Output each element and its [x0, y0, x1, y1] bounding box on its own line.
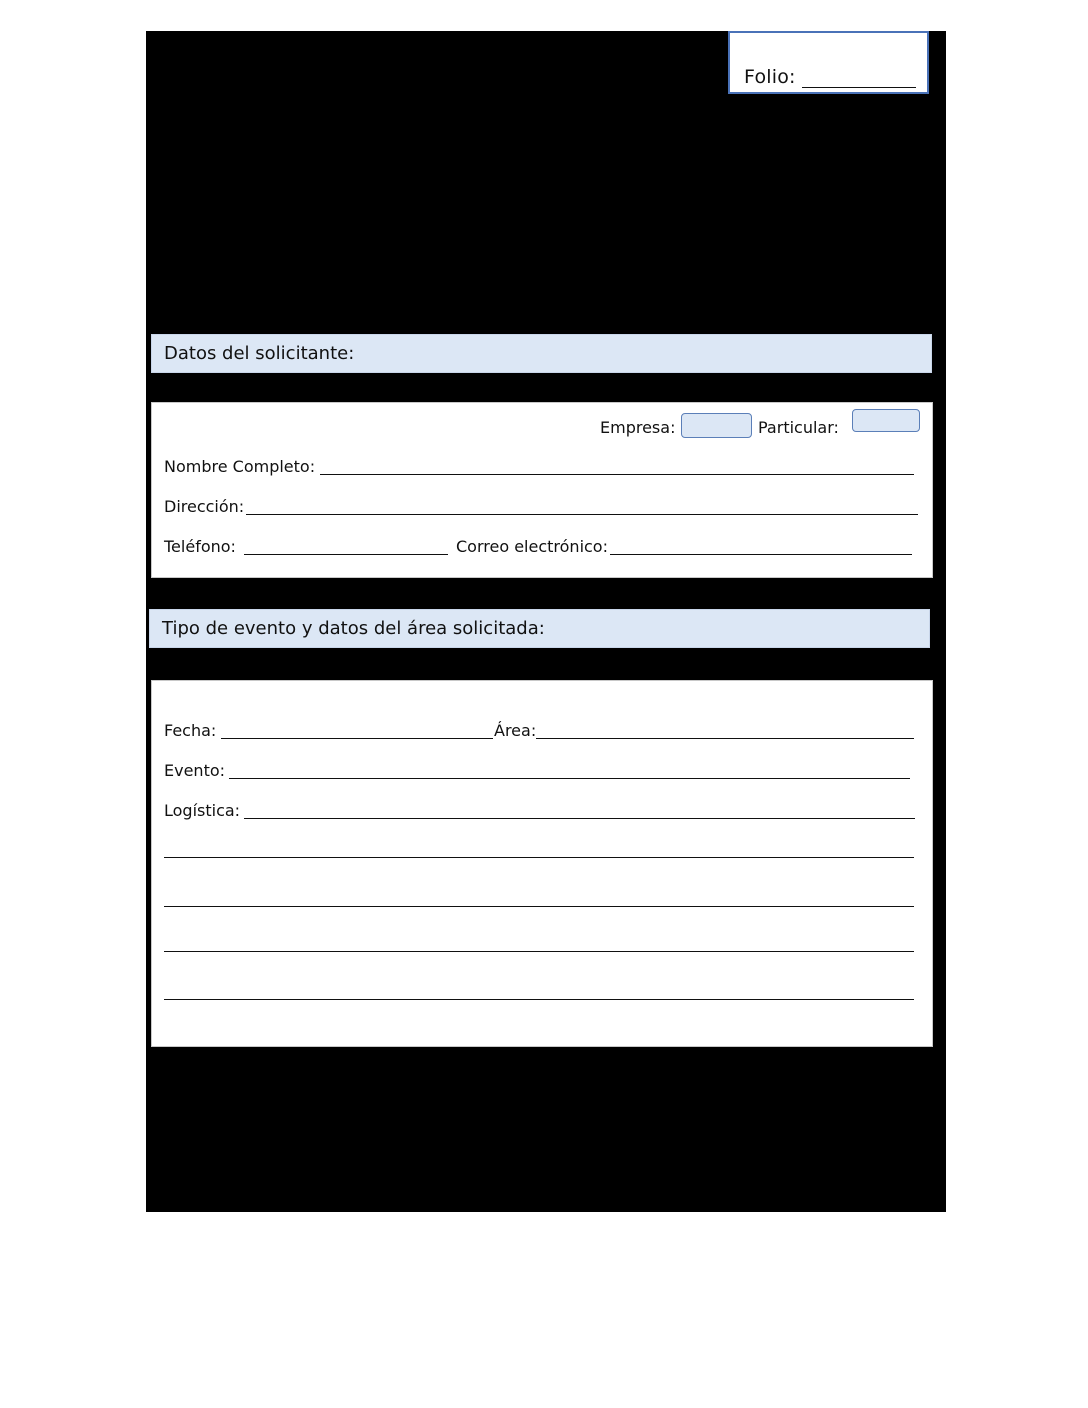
logistica-line-4[interactable]: [164, 951, 914, 952]
logistica-field[interactable]: [244, 818, 915, 819]
fecha-field[interactable]: [221, 738, 493, 739]
correo-label: Correo electrónico:: [456, 537, 608, 556]
logistica-line-5[interactable]: [164, 999, 914, 1000]
empresa-label: Empresa:: [600, 418, 676, 437]
direccion-label: Dirección:: [164, 497, 245, 516]
folio-box: [728, 31, 929, 94]
particular-checkbox[interactable]: [852, 409, 920, 432]
logistica-line-3[interactable]: [164, 906, 914, 907]
logistica-label: Logística:: [164, 801, 241, 820]
telefono-field[interactable]: [244, 554, 448, 555]
folio-field[interactable]: [802, 87, 916, 88]
particular-label: Particular:: [758, 418, 839, 437]
section-title-solicitante: Datos del solicitante:: [164, 343, 355, 364]
folio-label: Folio:: [744, 66, 796, 88]
direccion-field[interactable]: [246, 514, 918, 515]
correo-field[interactable]: [610, 554, 912, 555]
area-label: Área:: [494, 721, 537, 740]
evento-field[interactable]: [229, 778, 910, 779]
fecha-label: Fecha:: [164, 721, 217, 740]
telefono-label: Teléfono:: [164, 537, 236, 556]
area-field[interactable]: [536, 738, 914, 739]
section-header-solicitante: [151, 334, 932, 373]
logistica-line-2[interactable]: [164, 857, 914, 858]
section-header-evento: [149, 609, 930, 648]
section-title-evento: Tipo de evento y datos del área solicitada:: [162, 618, 545, 639]
evento-panel: [151, 680, 933, 1047]
evento-label: Evento:: [164, 761, 226, 780]
nombre-field[interactable]: [320, 474, 914, 475]
empresa-checkbox[interactable]: [681, 413, 752, 438]
nombre-label: Nombre Completo:: [164, 457, 316, 476]
solicitante-panel: [151, 402, 933, 578]
